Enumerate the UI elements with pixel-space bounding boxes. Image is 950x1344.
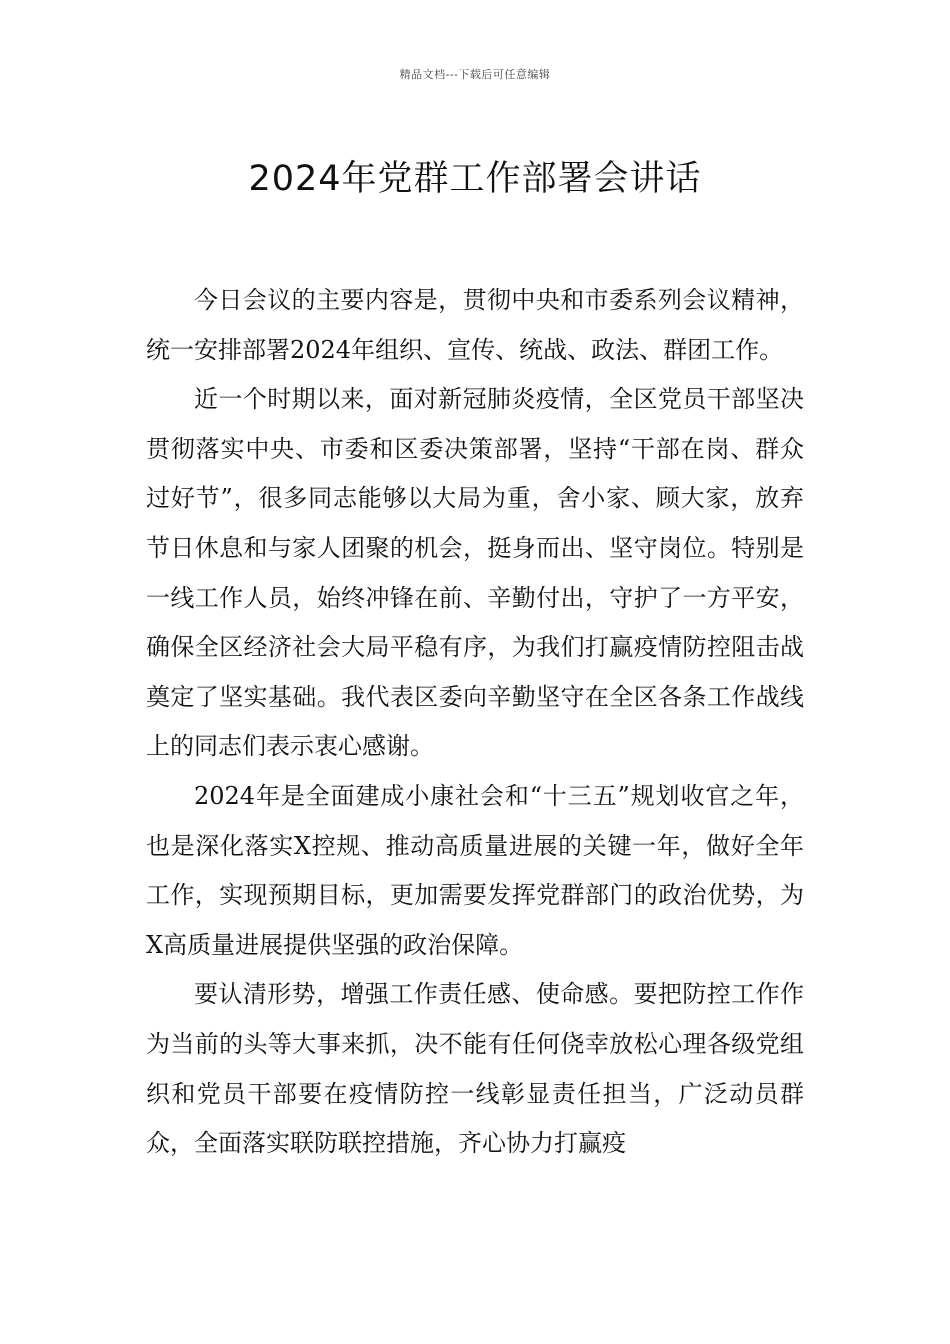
document-body — [146, 276, 804, 1169]
paragraph-2: 近一个时期以来，面对新冠肺炎疫情，全区党员干部坚决贯彻落实中央、市委和区委决策部署，坚持“干部在岗、群众过好节”，很多同志能够以大局为重，舍小家、顾大家，放弃节日休息和与家人团聚的机会，挺身而出、坚守岗位。特别是一线工作人员，始终冲锋在前、辛勤付出，守护了一方平安，确保全区经济社会大局平稳有序，为我们打赢疫情防控阻击战奠定了坚实基础。我代表区委向辛勤坚守在全区各条工作战线上的同志们表示衷心感谢。 — [146, 385, 804, 761]
paragraph-4: 要认清形势，增强工作责任感、使命感。要把防控工作作为当前的头等大事来抓，决不能有任何侥幸放松心理各级党组织和党员干部要在疫情防控一线彰显责任担当，广泛动员群众，全面落实联防联控措施，齐心协力打赢疫 — [146, 980, 804, 1158]
paragraph-1: 今日会议的主要内容是，贯彻中央和市委系列会议精神，统一安排部署2024年组织、宣传、统战、政法、群团工作。 — [146, 286, 804, 364]
paragraph-3: 2024年是全面建成小康社会和“十三五”规划收官之年，也是深化落实X控规、推动高质量进展的关键一年，做好全年工作，实现预期目标，更加需要发挥党群部门的政治优势，为X高质量进展提供坚强的政治保障。 — [146, 781, 804, 959]
document-title: 2024年党群工作部署会讲话 — [248, 159, 702, 200]
page-header-note: 精品文档---下载后可任意编辑 — [399, 68, 551, 81]
